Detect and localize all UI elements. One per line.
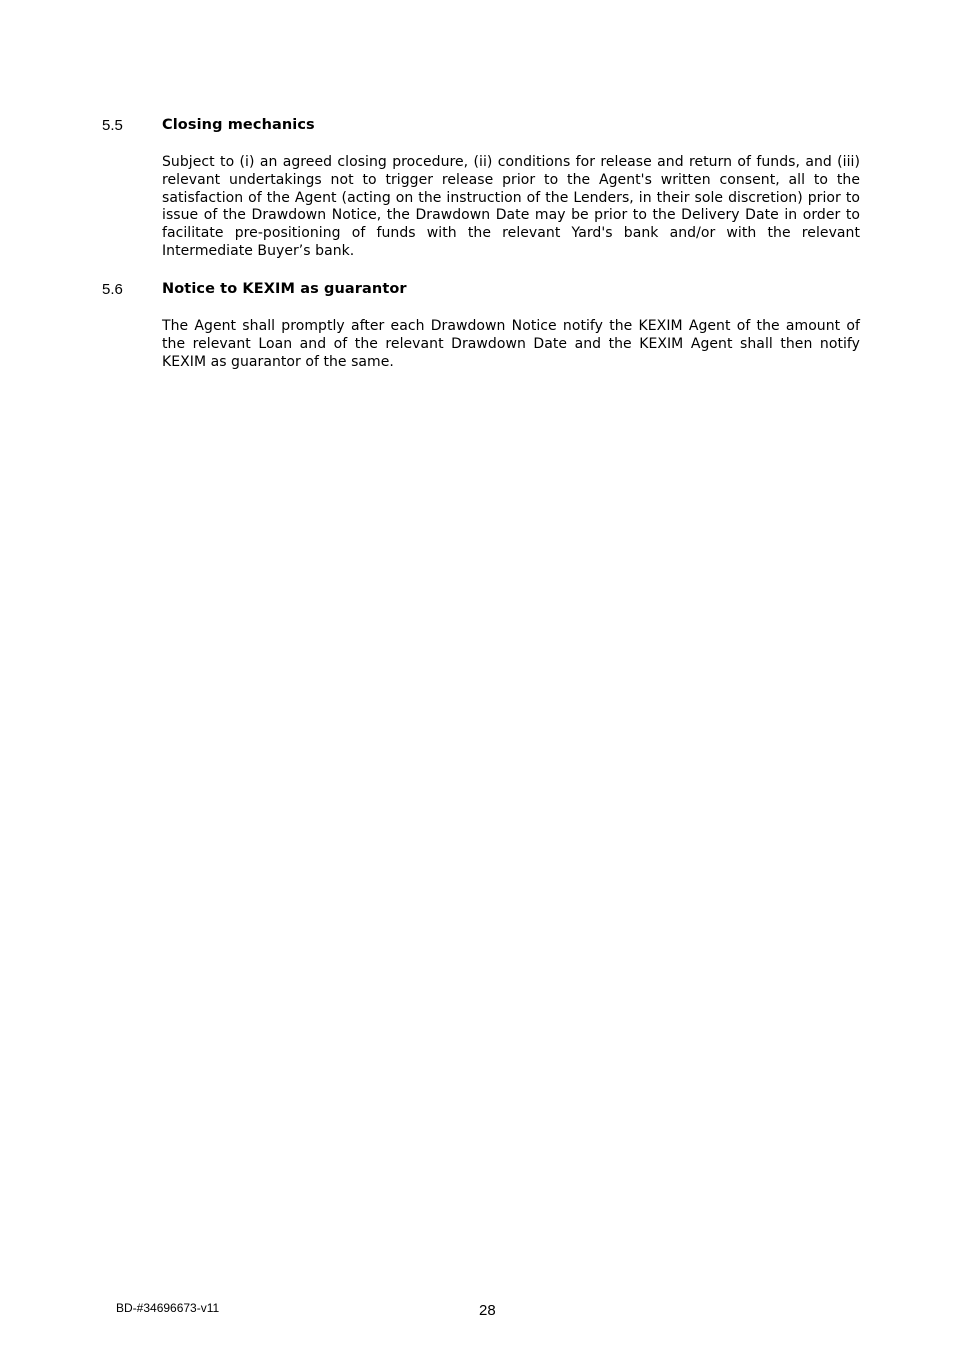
section-number: 5.5 [102, 117, 123, 134]
section-body: Subject to (i) an agreed closing procedure, (ii) conditions for release and return of funds, and (iii) relevant undertakings not to trigger release prior to the Agent's written consent, all to the satisfaction of the Agent (acting on the instruction of the Lenders, in their sole discretion) prior to issue of the Drawdown Notice, the Drawdown Date may be prior to the Delivery Date in order to facilitate pre-positioning of funds with the relevant Yard's bank and/or with the relevant Intermediate Buyer’s bank. [162, 154, 860, 259]
section-body: The Agent shall promptly after each Drawdown Notice notify the KEXIM Agent of the amount of the relevant Loan and of the relevant Drawdown Date and the KEXIM Agent shall then notify KEXIM as guarantor of the same. [162, 318, 860, 370]
section-title: Closing mechanics [162, 117, 315, 133]
section-title: Notice to KEXIM as guarantor [162, 281, 407, 297]
section-number: 5.6 [102, 281, 123, 298]
document-reference: BD-#34696673-v11 [116, 1301, 220, 1315]
page-number: 28 [479, 1302, 496, 1319]
